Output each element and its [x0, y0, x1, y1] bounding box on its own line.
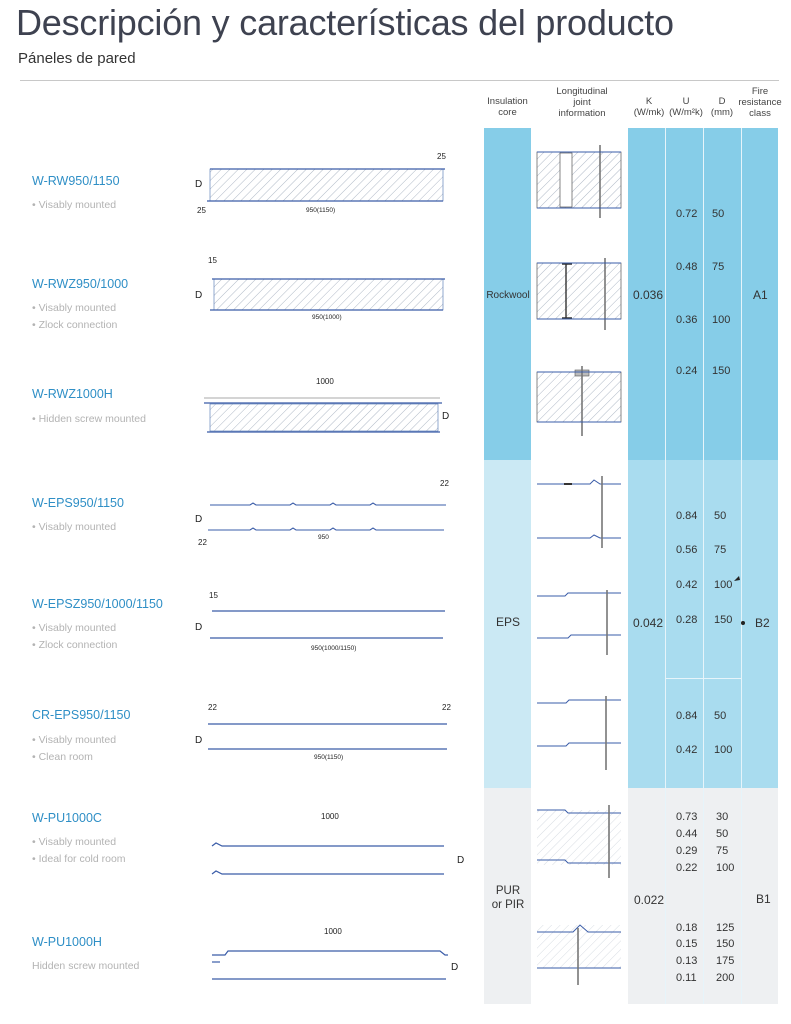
u-value: 0.73 — [676, 811, 698, 823]
d-value: 75 — [716, 845, 729, 857]
diagram-d-label: D — [195, 290, 203, 301]
u-value: 0.11 — [676, 972, 697, 984]
fire-rockwool: A1 — [753, 288, 768, 302]
dim-top: 22 — [440, 479, 449, 488]
d-value: 100 — [714, 744, 733, 756]
panel-diagram-4 — [208, 503, 446, 530]
u-value: 0.48 — [676, 261, 698, 273]
u-value: 0.84 — [676, 710, 698, 722]
diagram-d-label: D — [195, 179, 203, 190]
u-value: 0.42 — [676, 744, 698, 756]
product-name: W-PU1000C — [32, 811, 102, 825]
product-name: W-RWZ1000H — [32, 387, 113, 401]
product-features: Hidden screw mounted — [32, 960, 140, 972]
d-value: 100 — [712, 314, 731, 326]
column-separator — [703, 128, 704, 1004]
d-value: 150 — [714, 614, 733, 626]
dim-left: 25 — [197, 206, 206, 215]
dim-width: 950 — [318, 534, 329, 541]
d-value: 150 — [712, 365, 731, 377]
column-separator — [741, 128, 742, 1004]
core-eps: EPS — [495, 615, 520, 629]
page-title: Descripción y características del producto — [16, 2, 674, 43]
diagram-d-label: D — [451, 962, 459, 973]
panel-diagram-8 — [212, 951, 448, 979]
d-value: 125 — [716, 922, 735, 934]
panel-diagram-3 — [204, 398, 442, 432]
header-d: D (mm) — [710, 96, 734, 118]
header-joint: Longitudinal joint information — [556, 86, 608, 119]
u-value: 0.42 — [676, 579, 698, 591]
product-name: W-EPSZ950/1000/1150 — [32, 597, 163, 611]
k-rockwool: 0.036 — [633, 288, 664, 302]
ink-mark — [732, 574, 742, 584]
d-value: 50 — [714, 510, 727, 522]
dim-width: 950(1150) — [306, 207, 336, 214]
d-value: 30 — [716, 811, 729, 823]
d-value: 75 — [712, 261, 725, 273]
product-features: • Visably mounted • Clean room — [32, 734, 117, 763]
u-value: 0.56 — [676, 544, 698, 556]
product-features: • Visably mounted — [32, 199, 117, 211]
k-eps: 0.042 — [633, 616, 664, 630]
fire-eps: B2 — [755, 616, 770, 630]
diagram-d-label: D — [195, 514, 203, 525]
product-name: W-EPS950/1150 — [32, 496, 124, 510]
dim-left: 22 — [198, 538, 207, 547]
dim-width: 950(1000/1150) — [311, 645, 357, 652]
header-u: U (W/m²k) — [669, 96, 703, 118]
dim-top: 1000 — [316, 377, 334, 386]
dim-width: 950(1150) — [314, 754, 344, 761]
product-features: • Visably mounted • Zlock connection — [32, 302, 118, 331]
u-value: 0.36 — [676, 314, 698, 326]
d-value: 50 — [714, 710, 727, 722]
header-insulation-core: Insulation core — [487, 96, 528, 118]
d-value: 200 — [716, 972, 735, 984]
panel-diagram-7 — [212, 843, 444, 874]
diagram-d-label: D — [195, 735, 203, 746]
panel-diagram-2 — [210, 279, 445, 310]
product-name: W-RWZ950/1000 — [32, 277, 129, 291]
product-features: • Visably mounted • Ideal for cold room — [32, 836, 126, 865]
dim-top: 15 — [208, 256, 217, 265]
page-subtitle: Páneles de pared — [18, 50, 136, 67]
d-value: 175 — [716, 955, 735, 967]
u-value: 0.29 — [676, 845, 698, 857]
d-value: 100 — [716, 862, 735, 874]
dim-top-right: 22 — [442, 703, 451, 712]
k-pur: 0.022 — [634, 893, 665, 907]
panel-diagram-5 — [210, 611, 445, 638]
dim-top: 25 — [437, 152, 446, 161]
column-separator — [665, 128, 666, 1004]
d-value: 150 — [716, 938, 735, 950]
header-fire: Fire resistance class — [738, 86, 782, 119]
dim-top: 1000 — [324, 927, 342, 936]
diagram-d-label: D — [442, 411, 450, 422]
product-name: W-RW950/1150 — [32, 174, 120, 188]
u-value: 0.22 — [676, 862, 698, 874]
dim-width: 950(1000) — [312, 314, 342, 321]
diagram-d-label: D — [457, 855, 465, 866]
diagram-d-label: D — [195, 622, 203, 633]
u-value: 0.15 — [676, 938, 698, 950]
row-separator — [666, 678, 741, 679]
title-divider — [20, 80, 779, 81]
product-features: • Hidden screw mounted — [32, 413, 146, 425]
panel-diagram-1 — [207, 169, 445, 201]
d-value: 50 — [712, 208, 725, 220]
panel-diagram-6 — [208, 724, 447, 749]
header-k: K (W/mk) — [633, 96, 665, 118]
product-features: • Visably mounted • Zlock connection — [32, 622, 118, 651]
u-value: 0.84 — [676, 510, 698, 522]
core-pur: PUR or PIR — [491, 885, 525, 911]
core-rockwool: Rockwool — [486, 290, 530, 301]
u-value: 0.13 — [676, 955, 698, 967]
d-value: 100 — [714, 579, 733, 591]
u-value: 0.28 — [676, 614, 698, 626]
dim-top: 15 — [209, 591, 218, 600]
product-name: W-PU1000H — [32, 935, 102, 949]
d-value: 50 — [716, 828, 729, 840]
dim-top: 1000 — [321, 812, 339, 821]
d-value: 75 — [714, 544, 727, 556]
dim-top-left: 22 — [208, 703, 217, 712]
band-joint-column — [531, 128, 628, 1004]
u-value: 0.18 — [676, 922, 698, 934]
u-value: 0.24 — [676, 365, 698, 377]
product-features: • Visably mounted — [32, 521, 117, 533]
product-name: CR-EPS950/1150 — [32, 708, 131, 722]
fire-pur: B1 — [756, 892, 771, 906]
u-value: 0.72 — [676, 208, 698, 220]
ink-mark — [740, 620, 746, 626]
u-value: 0.44 — [676, 828, 698, 840]
